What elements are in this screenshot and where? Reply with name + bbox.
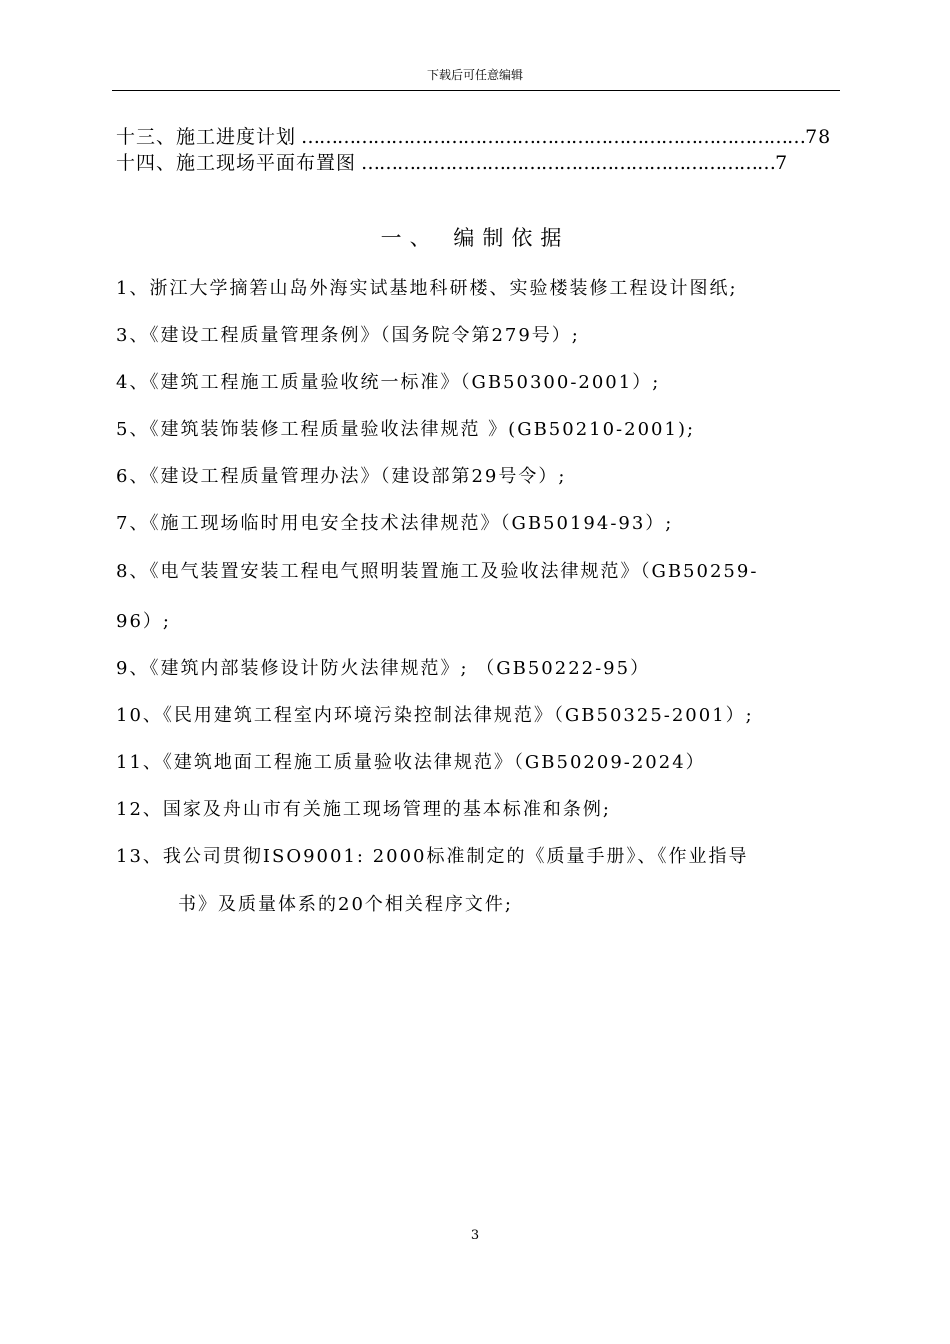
basis-item: 5、《建筑装饰装修工程质量验收法律规范 》(GB50210-2001);	[116, 419, 696, 440]
page-header: 下载后可任意编辑	[426, 68, 523, 82]
toc-entry-dots: …………………………………………………………………………	[296, 126, 806, 148]
basis-item: 13、我公司贯彻ISO9001: 2000标准制定的《质量手册》、《作业指导	[116, 846, 749, 867]
basis-item: 4、《建筑工程施工质量验收统一标准》（GB50300-2001）;	[116, 372, 661, 393]
basis-item-continuation: 96）;	[116, 611, 171, 632]
toc-entry-label: 十三、施工进度计划	[116, 126, 297, 148]
header-rule	[112, 90, 840, 91]
toc-entry-13	[116, 122, 831, 149]
basis-item: 11、《建筑地面工程施工质量验收法律规范》（GB50209-2024）	[116, 752, 706, 773]
basis-item: 1、浙江大学摘箬山岛外海实试基地科研楼、实验楼装修工程设计图纸;	[116, 278, 738, 299]
basis-item: 7、《施工现场临时用电安全技术法律规范》（GB50194-93）;	[116, 513, 674, 534]
toc-entry-dots: ……………………………………………………………	[356, 152, 776, 174]
toc-entry-page: 78	[805, 126, 832, 148]
basis-item: 8、《电气装置安装工程电气照明装置施工及验收法律规范》（GB50259-	[116, 561, 759, 582]
basis-item: 9、《建筑内部装修设计防火法律规范》; （GB50222-95）	[116, 658, 651, 679]
toc-entry-label: 十四、施工现场平面布置图	[116, 152, 357, 174]
toc-entry-page: 7	[775, 152, 789, 174]
basis-item: 6、《建设工程质量管理办法》（建设部第29号令）;	[116, 466, 567, 487]
basis-item: 12、国家及舟山市有关施工现场管理的基本标准和条例;	[116, 799, 611, 820]
toc-entry-14	[116, 148, 788, 175]
section-title: 一、 编制依据	[380, 226, 570, 250]
basis-item-continuation: 书》及质量体系的20个相关程序文件;	[178, 894, 513, 915]
basis-item: 10、《民用建筑工程室内环境污染控制法律规范》（GB50325-2001）;	[116, 705, 754, 726]
basis-item: 3、《建设工程质量管理条例》（国务院令第279号）;	[116, 325, 580, 346]
page-number: 3	[470, 1228, 480, 1243]
